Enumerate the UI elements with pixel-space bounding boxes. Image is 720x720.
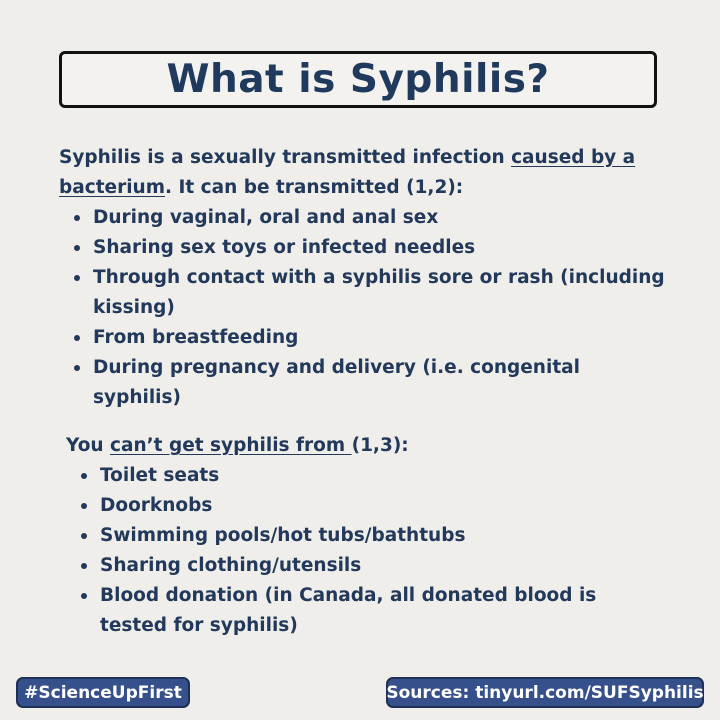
list-item — [59, 323, 669, 353]
list-item — [66, 581, 666, 641]
bullet-icon — [74, 275, 80, 281]
not-transmitted-list — [66, 461, 666, 641]
not-transmitted-lead-underlined: can’t get syphilis from — [110, 435, 352, 456]
bullet-icon — [81, 593, 87, 599]
bullet-icon — [74, 365, 80, 371]
transmission-section — [59, 143, 669, 413]
list-item — [59, 203, 669, 233]
list-item-text: Sharing clothing/utensils — [100, 555, 362, 576]
list-item-text: During pregnancy and delivery (i.e. congenital syphilis) — [93, 357, 580, 408]
list-item-text: Through contact with a syphilis sore or rash (including kissing) — [93, 267, 665, 318]
list-item — [66, 491, 666, 521]
list-item-text: From breastfeeding — [93, 327, 299, 348]
not-transmitted-lead — [66, 431, 666, 461]
list-item — [59, 233, 669, 263]
list-item — [59, 353, 669, 413]
transmission-lead-underlined: caused by a bacterium — [59, 147, 636, 198]
list-item — [66, 461, 666, 491]
list-item-text: Toilet seats — [100, 465, 220, 486]
sources-badge: Sources: tinyurl.com/SUFSyphilis — [386, 677, 704, 708]
bullet-icon — [81, 473, 87, 479]
list-item — [66, 521, 666, 551]
list-item — [66, 551, 666, 581]
page-title: What is Syphilis? — [166, 57, 550, 102]
not-transmitted-section — [66, 431, 666, 641]
transmission-lead — [59, 143, 669, 203]
transmission-lead-text-1: Syphilis is a sexually transmitted infection — [59, 147, 512, 168]
list-item-text: Sharing sex toys or infected needles — [93, 237, 476, 258]
transmission-list — [59, 203, 669, 413]
list-item-text: Blood donation (in Canada, all donated blood is tested for syphilis) — [100, 585, 597, 636]
bullet-icon — [81, 503, 87, 509]
bullet-icon — [74, 215, 80, 221]
not-transmitted-lead-text-2: (1,3): — [351, 435, 409, 456]
list-item-text: Swimming pools/hot tubs/bathtubs — [100, 525, 466, 546]
bullet-icon — [74, 335, 80, 341]
list-item-text: Doorknobs — [100, 495, 213, 516]
title-box — [59, 51, 657, 108]
not-transmitted-lead-text-1: You — [66, 435, 111, 456]
list-item — [59, 263, 669, 323]
hashtag-badge: #ScienceUpFirst — [16, 677, 190, 708]
transmission-lead-text-2: . It can be transmitted (1,2): — [165, 177, 464, 198]
bullet-icon — [74, 245, 80, 251]
bullet-icon — [81, 563, 87, 569]
bullet-icon — [81, 533, 87, 539]
list-item-text: During vaginal, oral and anal sex — [93, 207, 439, 228]
